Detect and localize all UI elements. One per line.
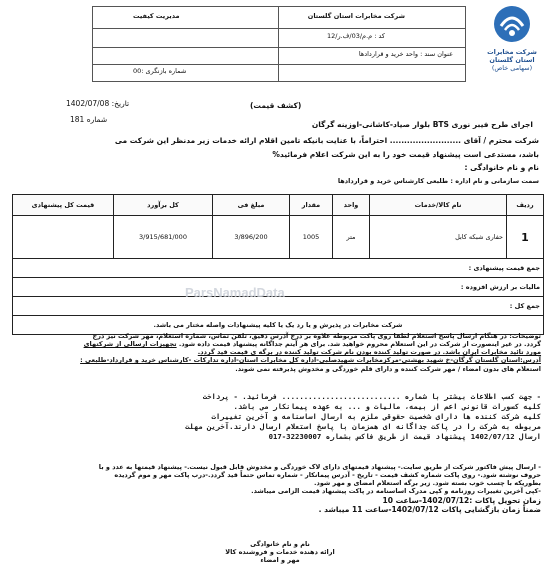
note-line-1: توضیحات: در هنگام ارسال پاسخ استعلام لطفا روی پاکت مربوطه علاوه بر درج آدرس دقیق، تلفن تماس، شماره استعلام، مهر شرکت نیز درج	[92, 332, 541, 340]
instructions-block	[12, 463, 541, 515]
intro-line-1: شرکت محترم / آقای ......................... احتراماً، با عنایت بانیکه تامین اقلام ارائه خدمات زیر مدنظر این شرکت می	[114, 136, 539, 145]
vat-label: مالیات بر ارزش افزوده :	[13, 278, 544, 297]
watermark: ParsNamadData	[185, 285, 285, 300]
term-line-5: ارسال 1402/07/12 پیشنهاد قیمت از طریق فاکس بشماره 32230007-017	[268, 432, 541, 442]
instruction-line-2: حروف نوشته شود.- روی پاکت شماره کشف قیمت - تاریخ - آدرس پیمانکار - شماره تماس حتماً قید گردد.-درب پاکت مهر و موم گردیده	[114, 471, 541, 480]
document-unit-title: عنوان سند : واحد خرید و قراردادها	[358, 50, 453, 58]
note-line-2-text: گردد. در غیر اینصورت از شرکت در این استعلام محروم خواهید شد. برای هر آیتم جداگانه پیشنهاد قیمت داده شود.	[178, 340, 541, 349]
cell-unit-price: 3/896/200	[213, 216, 290, 259]
col-total: کل برآورد	[114, 195, 213, 216]
term-line-4: مربوطه به شرکت را در پاکت جداگانه ای همزمان با پاسخ استعلام ارسال دارند.آخرین مهلت	[185, 422, 541, 432]
delivery-time: زمان تحویل پاکات :1402/07/12-ساعت 10	[382, 495, 541, 505]
cell-qty: 1005	[290, 216, 333, 259]
sum-offer-row	[13, 259, 544, 278]
notes-block	[12, 332, 541, 373]
signature-role: ارائه دهنده خدمات و فروشنده کالا	[225, 548, 335, 557]
instruction-line-1: - ارسال پیش فاکتور شرکت از طریق سایت.- پیشنهاد قیمتهای دارای لاک خوردگی و مخدوش قابل قبول نیست.- پیشنهاد قیمتها به عدد و با	[98, 463, 541, 471]
org-line: سمت سازمانی و نام اداره : طلبعی کارشناس خرید و قراردادها	[337, 177, 539, 185]
term-line-1: - جهت کسب اطلاعات بیشتر با شماره ........................... فرمائید. - پرداخت	[202, 392, 541, 401]
term-line-3: کلیه شرکت کننده ها دارای شخصیت حقوقی ملزم به ارسال اساسنامه و آخرین تغییرات	[211, 412, 541, 422]
subject-line: اجرای طرح فیبر نوری BTS بلوار صیاد-کاشانی-اوزینه گرگان	[311, 120, 533, 129]
letter-number: شماره 181	[70, 115, 108, 124]
cell-total: 3/915/681/000	[114, 216, 213, 259]
company-logo	[477, 4, 547, 72]
name-line: نام و نام خانوادگی :	[464, 163, 539, 172]
note-line-2	[12, 340, 541, 348]
sum-offer-label: جمع قیمت پیشنهادی :	[13, 259, 544, 278]
instruction-line-3: بطوریکه با چسب خوب بسته شود. زیر برگه استعلام امضای و مهر شود.	[314, 479, 541, 488]
intro-line-2: باشد، مستدعی است پیشنهاد قیمت خود را به این شرکت اعلام فرمائید%	[272, 150, 539, 159]
note-line-3: مورد تائید مخابرات ایران باشد. در صورت تولید کننده بودن نام شرکت تولید کننده در برگه ی قیمت قید گردد.	[197, 348, 541, 357]
table-row	[13, 216, 544, 259]
cell-row: 1	[507, 216, 544, 259]
term-line-2: کلیه کسورات قانونی اعم از بیمه، مالیات و ... به عهده پیمانکار می باشد.	[233, 402, 541, 412]
table-note: شرکت مخابرات در پذیرش و یا رد یک یا کلیه پیشنهادات واصله مختار می باشد.	[13, 316, 544, 335]
signature-block	[210, 540, 350, 564]
note-line-5: استعلام های بدون امضاء / مهر شرکت کننده و دارای قلم خوردگی و مخدوش پذیرفته نمی شوند.	[235, 364, 541, 373]
letter-date: تاریخ: 1402/07/08	[66, 99, 130, 108]
quality-management: مدیریت کیفیت	[133, 12, 180, 20]
document-code: کد : م.م/03/ف.ر/12	[326, 32, 385, 40]
signature-stamp: مهر و امضاء	[260, 556, 300, 565]
tci-logo-icon	[492, 4, 532, 44]
note-line-2-underlined: تجهیزات ارسالی از شرکتهای	[83, 340, 177, 349]
col-offer: قیمت کل پیشنهادی	[13, 195, 114, 216]
signature-name: نام و نام خانوادگی	[250, 540, 310, 548]
col-item: نام کالا/خدمات	[370, 195, 507, 216]
page-title: (کشف قیمت)	[250, 101, 302, 110]
col-unit-price: مبلغ فی	[213, 195, 290, 216]
col-row: ردیف	[507, 195, 544, 216]
terms-block	[12, 392, 541, 442]
opening-time: ضمناً زمان بازگشایی پاکات 1402/07/12-ساعت 11 میباشد .	[318, 505, 541, 515]
col-unit: واحد	[333, 195, 370, 216]
grand-total-label: جمع کل :	[13, 297, 544, 316]
col-qty: مقدار	[290, 195, 333, 216]
table-header-row	[13, 195, 544, 216]
note-line-4: آدرس:استان گلستان گرگان-خ شهید بهشتی-مرکزمخابرات شهیدصلبی-اداره کل مخابرات استان-اداره تدارکات -کارشناس خرید و قرارداد-طلبعی :	[80, 356, 541, 365]
cell-offer[interactable]	[13, 216, 114, 259]
cell-unit: متر	[333, 216, 370, 259]
document-header-table	[92, 6, 466, 82]
logo-text-line2: (سهامی خاص)	[491, 64, 533, 73]
company-name: شرکت مخابرات استان گلستان	[307, 12, 405, 20]
price-inquiry-table	[12, 194, 544, 335]
logo-text-line1: شرکت مخابرات استان گلستان	[487, 48, 537, 65]
cell-item: حفاری شبکه کابل	[370, 216, 507, 259]
instruction-line-4: -کپی آخرین تغییرات روزنامه و کپی مدرک اساسنامه در پاکت پیشنهاد قیمت الزامی میباشد.	[251, 487, 541, 496]
archive-number: شماره بازنگری :00	[133, 67, 187, 75]
